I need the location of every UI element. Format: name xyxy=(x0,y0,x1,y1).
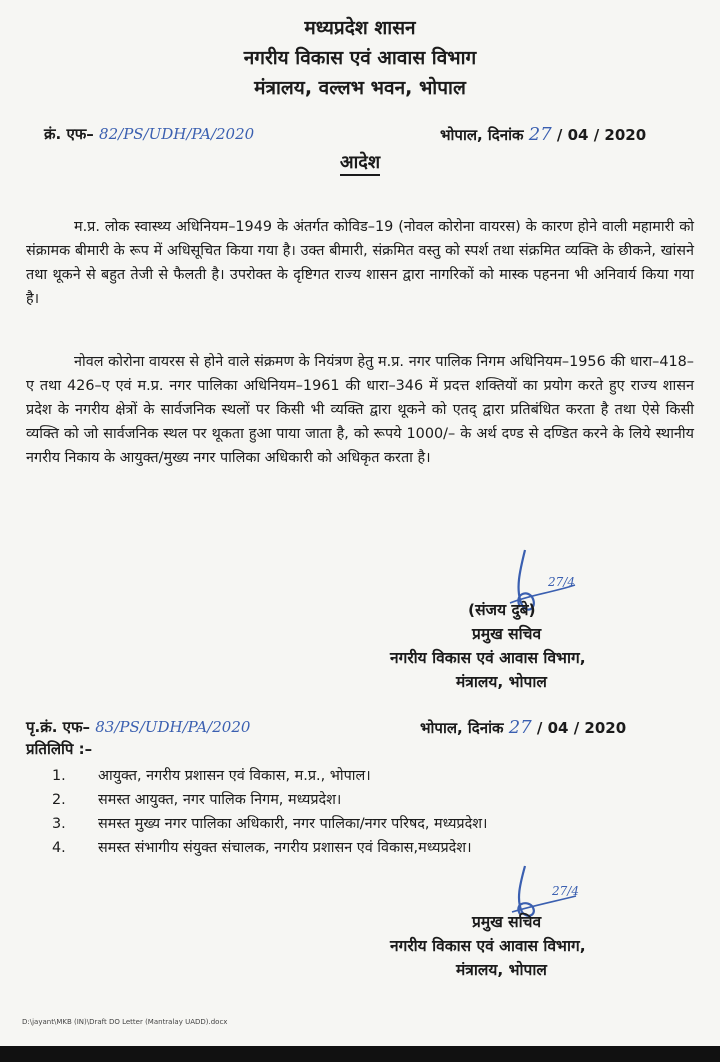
signature-1-designation: प्रमुख सचिव xyxy=(472,625,542,643)
recipient-item xyxy=(52,790,692,809)
endorsement-date xyxy=(420,717,626,738)
order-paragraph-2: नोवल कोरोना वायरस से होने वाले संक्रमण के नियंत्रण हेतु म.प्र. नगर पालिक निगम अधिनियम–1956 की धारा–418–ए तथा 426–ए एवं म.प्र. नगर पालिका अधिनियम–1961 की धारा–346 में प्रदत्त शक्तियों का प्रयोग करते हुए राज्य शासन प्रदेश के नगरीय क्षेत्रों के सार्वजनिक स्थलों पर किसी भी व्यक्ति द्वारा थूकने को एतद् द्वारा प्रतिबंधित करता है तथा ऐसे किसी व्यक्ति को जो सार्वजनिक स्थल पर थूकता हुआ पाया जाता है, को रूपये 1000/– के अर्थ दण्ड से दण्डित करने के लिये स्थानीय नगरीय निकाय के आयुक्त/मुख्य नगर पालिका अधिकारी को अधिकृत करता है। xyxy=(26,354,694,466)
endorsement-date-suffix: / 04 / 2020 xyxy=(536,719,627,737)
order-ref-prefix: क्रं. एफ– xyxy=(44,125,94,143)
recipient-item xyxy=(52,838,692,857)
recipient-number: 3. xyxy=(52,816,66,832)
header-govt: मध्यप्रदेश शासन xyxy=(304,17,416,39)
header-address: मंत्रालय, वल्लभ भवन, भोपाल xyxy=(254,77,466,99)
order-title xyxy=(0,150,720,174)
endorsement-ref-handwritten: 83/PS/UDH/PA/2020 xyxy=(95,718,251,736)
signature-2-department: नगरीय विकास एवं आवास विभाग, xyxy=(390,937,586,955)
signature-1-office: मंत्रालय, भोपाल xyxy=(456,673,547,691)
endorsement-ref-prefix: पृ.क्रं. एफ– xyxy=(26,718,91,736)
signature-1-name: (संजय दुबे) xyxy=(468,601,536,619)
recipient-text: आयुक्त, नगरीय प्रशासन एवं विकास, म.प्र., भोपाल। xyxy=(98,768,371,784)
endorsement-date-day: 27 xyxy=(508,717,532,738)
cc-label: प्रतिलिपि :– xyxy=(26,740,93,758)
order-title-text: आदेश xyxy=(340,152,380,176)
endorsement-reference xyxy=(26,717,250,737)
bottom-edge xyxy=(0,1046,720,1062)
recipient-text: समस्त संभागीय संयुक्त संचालक, नगरीय प्रशासन एवं विकास,मध्यप्रदेश। xyxy=(98,840,472,856)
order-date xyxy=(440,124,646,145)
signature-2-office: मंत्रालय, भोपाल xyxy=(456,961,547,979)
signature-2-date: 27/4 xyxy=(552,884,579,898)
header-department: नगरीय विकास एवं आवास विभाग xyxy=(243,47,477,69)
signature-1-date: 27/4 xyxy=(548,575,575,589)
order-date-prefix: भोपाल, दिनांक xyxy=(440,126,524,144)
signature-1-department: नगरीय विकास एवं आवास विभाग, xyxy=(390,649,586,667)
recipient-item xyxy=(52,766,692,785)
recipient-item xyxy=(52,814,692,833)
recipient-text: समस्त मुख्य नगर पालिका अधिकारी, नगर पालिका/नगर परिषद, मध्यप्रदेश। xyxy=(98,816,488,832)
order-date-day: 27 xyxy=(528,124,552,145)
footer-file-path: D:\jayant\MKB (IN)\Draft DO Letter (Mantralay UADD).docx xyxy=(22,1018,228,1026)
recipient-text: समस्त आयुक्त, नगर पालिक निगम, मध्यप्रदेश। xyxy=(98,792,342,808)
order-date-suffix: / 04 / 2020 xyxy=(556,126,647,144)
order-paragraph-1: म.प्र. लोक स्वास्थ्य अधिनियम–1949 के अंतर्गत कोविड–19 (नोवल कोरोना वायरस) के कारण होने वाली महामारी को संक्रामक बीमारी के रूप में अधिसूचित किया गया है। उक्त बीमारी, संक्रमित वस्तु को स्पर्श तथा संक्रमित व्यक्ति के छीकने, खांसने तथा थूकने से बहुत तेजी से फैलती है। उपरोक्त के दृष्टिगत राज्य शासन द्वारा नागरिकों को मास्क पहनना भी अनिवार्य किया गया है। xyxy=(26,219,694,307)
order-ref-handwritten: 82/PS/UDH/PA/2020 xyxy=(99,125,255,143)
signature-2-designation: प्रमुख सचिव xyxy=(472,913,542,931)
order-reference xyxy=(44,124,254,144)
recipient-number: 2. xyxy=(52,792,66,808)
recipient-number: 4. xyxy=(52,840,66,856)
recipient-number: 1. xyxy=(52,768,66,784)
endorsement-date-prefix: भोपाल, दिनांक xyxy=(420,719,504,737)
